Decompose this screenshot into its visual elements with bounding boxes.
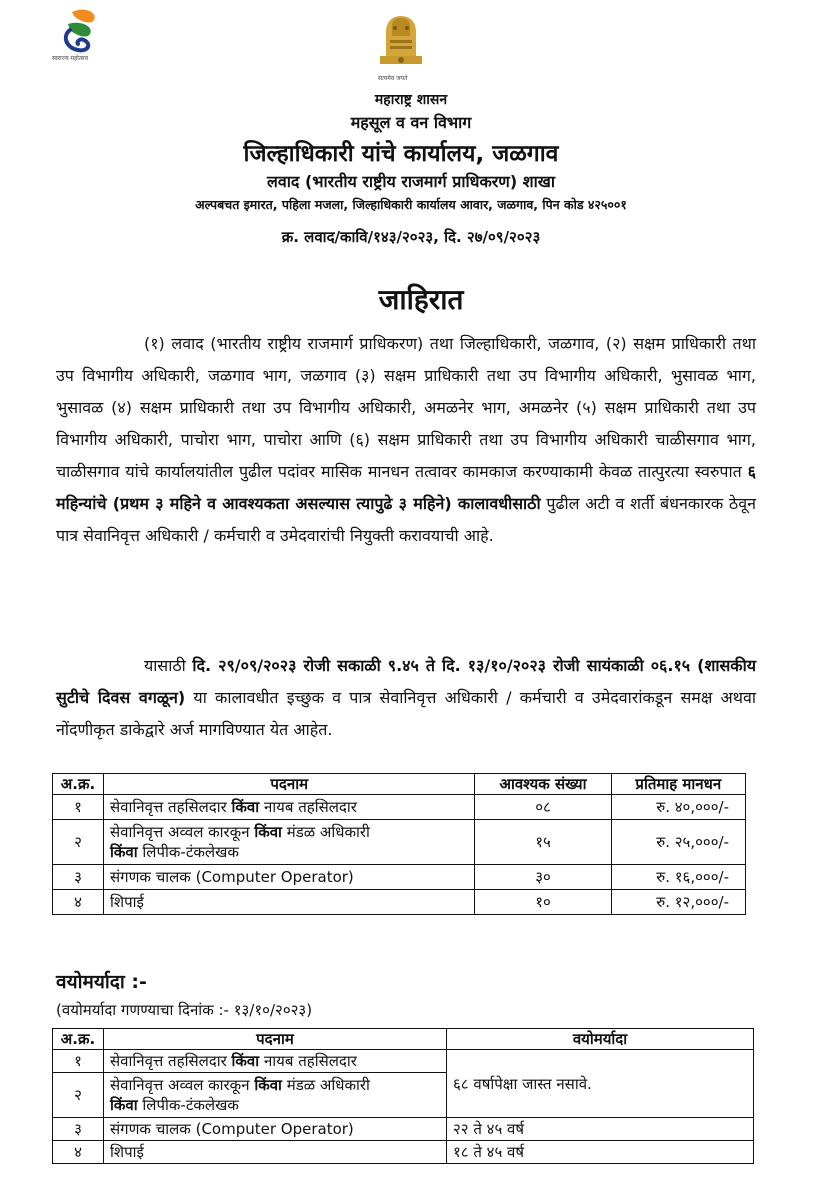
table-header-row	[53, 1029, 754, 1050]
table-row	[53, 1118, 754, 1141]
row-count: १०	[475, 890, 611, 915]
row-post: शिपाई	[104, 1141, 447, 1164]
post-or: किंवा	[110, 843, 138, 861]
post-or: किंवा	[254, 1076, 282, 1094]
col-post: पदनाम	[104, 1029, 447, 1050]
row-count: ३०	[475, 865, 611, 890]
emblem-motto: सत्यमेव जयते	[378, 75, 408, 82]
age-limit-table	[52, 1028, 754, 1164]
row-serial: ३	[53, 1118, 104, 1141]
table-row	[53, 795, 746, 820]
post-or: किंवा	[231, 1052, 260, 1070]
row-serial: २	[53, 820, 104, 865]
table-row	[53, 890, 746, 915]
intro-text-end: पुढील अटी व शर्ती बंधनकारक ठेवून पात्र सेवानिवृत्त अधिकारी / कर्मचारी व उमेदवारांची नियुक्ती करावयाची आहे.	[56, 494, 757, 545]
row-pay: रु. १६,०००/-	[611, 865, 745, 890]
post-text: सेवानिवृत्त अव्वल कारकून	[110, 823, 250, 841]
application-dates-bold: दि. २९/०९/२०२३ रोजी सकाळी ९.४५ ते दि. १३/१०/२०२३ रोजी सायंकाळी ०६.१५ (शासकीय सुटीचे दिवस वगळून)	[56, 656, 756, 707]
row-post	[104, 795, 475, 820]
row-serial: २	[53, 1073, 104, 1118]
post-text: लिपीक-टंकलेखक	[142, 1096, 239, 1114]
govt-name: महाराष्ट्र शासन	[374, 92, 448, 108]
amrit-mahotsav-logo	[50, 6, 120, 66]
table-header-row	[53, 774, 746, 795]
post-text: मंडळ अधिकारी	[286, 823, 370, 841]
col-serial: अ.क्र.	[53, 1029, 104, 1050]
table-row	[53, 1141, 754, 1164]
row-age-limit: १८ ते ४५ वर्ष	[447, 1141, 754, 1164]
post-text: मंडळ अधिकारी	[286, 1076, 370, 1094]
reference-number: क्र. लवाद/कावि/१४३/२०२३, दि. २७/०९/२०२३	[281, 228, 541, 246]
intro-paragraph	[56, 328, 756, 552]
row-post	[104, 820, 475, 865]
application-text: यासाठी	[144, 656, 186, 675]
application-paragraph	[56, 650, 756, 746]
posts-table	[52, 773, 746, 915]
post-text: नायब तहसिलदार	[263, 1052, 357, 1070]
row-count: १५	[475, 820, 611, 865]
row-age-limit: २२ ते ४५ वर्ष	[447, 1118, 754, 1141]
col-count: आवश्यक संख्या	[475, 774, 611, 795]
col-age-limit: वयोमर्यादा	[447, 1029, 754, 1050]
intro-text: (१) लवाद (भारतीय राष्ट्रीय राजमार्ग प्राधिकरण) तथा जिल्हाधिकारी, जळगाव, (२) सक्षम प्राधिकारी तथा उप विभागीय अधिकारी, जळगाव भाग, जळगाव (३) सक्षम प्राधिकारी तथा उप विभागीय अधिकारी, भुसावळ भाग, भुसावळ (४) सक्षम प्राधिकारी तथा उप विभागीय अधिकारी, अमळनेर भाग, अमळनेर (५) सक्षम प्राधिकारी तथा उप विभागीय अधिकारी, पाचोरा भाग, पाचोरा आणि (६) सक्षम प्राधिकारी तथा उप विभागीय अधिकारी चाळीसगाव भाग, चाळीसगाव यांचे कार्यालयांतील पुढील पदांवर मासिक मानधन तत्वावर कामकाज करण्याकामी केवळ तात्पुरत्या स्वरुपात	[56, 334, 756, 481]
post-text: सेवानिवृत्त तहसिलदार	[110, 798, 227, 816]
table-row	[53, 1050, 754, 1073]
row-post: संगणक चालक (Computer Operator)	[104, 865, 475, 890]
row-age-limit-merged: ६८ वर्षापेक्षा जास्त नसावे.	[447, 1050, 754, 1118]
col-pay: प्रतिमाह मानधन	[611, 774, 745, 795]
post-or: किंवा	[254, 823, 282, 841]
col-serial: अ.क्र.	[53, 774, 104, 795]
row-post: शिपाई	[104, 890, 475, 915]
row-pay: रु. १२,०००/-	[611, 890, 745, 915]
col-post: पदनाम	[104, 774, 475, 795]
age-reference-date: (वयोमर्यादा गणण्याचा दिनांक :- १३/१०/२०२३)	[56, 1001, 313, 1019]
table-row	[53, 820, 746, 865]
row-serial: १	[53, 1050, 104, 1073]
national-emblem	[366, 6, 436, 86]
row-count: ०८	[475, 795, 611, 820]
post-text: सेवानिवृत्त अव्वल कारकून	[110, 1076, 250, 1094]
application-text-end: या कालावधीत इच्छुक व पात्र सेवानिवृत्त अधिकारी / कर्मचारी व उमेदवारांकडून समक्ष अथवा नोंदणीकृत डाकेद्वारे अर्ज मागविण्यात येत आहेत.	[56, 688, 756, 739]
post-text: लिपीक-टंकलेखक	[142, 843, 239, 861]
branch-name: लवाद (भारतीय राष्ट्रीय राजमार्ग प्राधिकरण) शाखा	[267, 172, 555, 191]
row-post: संगणक चालक (Computer Operator)	[104, 1118, 447, 1141]
row-serial: ४	[53, 1141, 104, 1164]
row-pay: रु. २५,०००/-	[611, 820, 745, 865]
row-post	[104, 1073, 447, 1118]
row-serial: ३	[53, 865, 104, 890]
department-name: महसूल व वन विभाग	[350, 113, 472, 132]
row-serial: १	[53, 795, 104, 820]
age-limit-heading: वयोमर्यादा :-	[56, 971, 147, 993]
row-pay: रु. ४०,०००/-	[611, 795, 745, 820]
intro-duration-bold: ६ महिन्यांचे (प्रथम ३ महिने व आवश्यकता असल्यास त्यापुढे ३ महिने) कालावधीसाठी	[56, 462, 756, 513]
ashoka-emblem-icon	[366, 6, 436, 72]
logo-swirl-icon	[50, 6, 110, 54]
row-post	[104, 1050, 447, 1073]
advertisement-title: जाहिरात	[378, 283, 464, 316]
post-or: किंवा	[231, 798, 260, 816]
post-text: नायब तहसिलदार	[263, 798, 357, 816]
post-or: किंवा	[110, 1096, 138, 1114]
office-address: अल्पबचत इमारत, पहिला मजला, जिल्हाधिकारी कार्यालय आवार, जळगाव, पिन कोड ४२५००१	[195, 197, 627, 212]
table-row	[53, 865, 746, 890]
post-text: सेवानिवृत्त तहसिलदार	[110, 1052, 227, 1070]
office-name: जिल्हाधिकारी यांचे कार्यालय, जळगाव	[243, 141, 559, 167]
logo-caption: स्वराज्य महोत्सव	[52, 55, 88, 62]
row-serial: ४	[53, 890, 104, 915]
